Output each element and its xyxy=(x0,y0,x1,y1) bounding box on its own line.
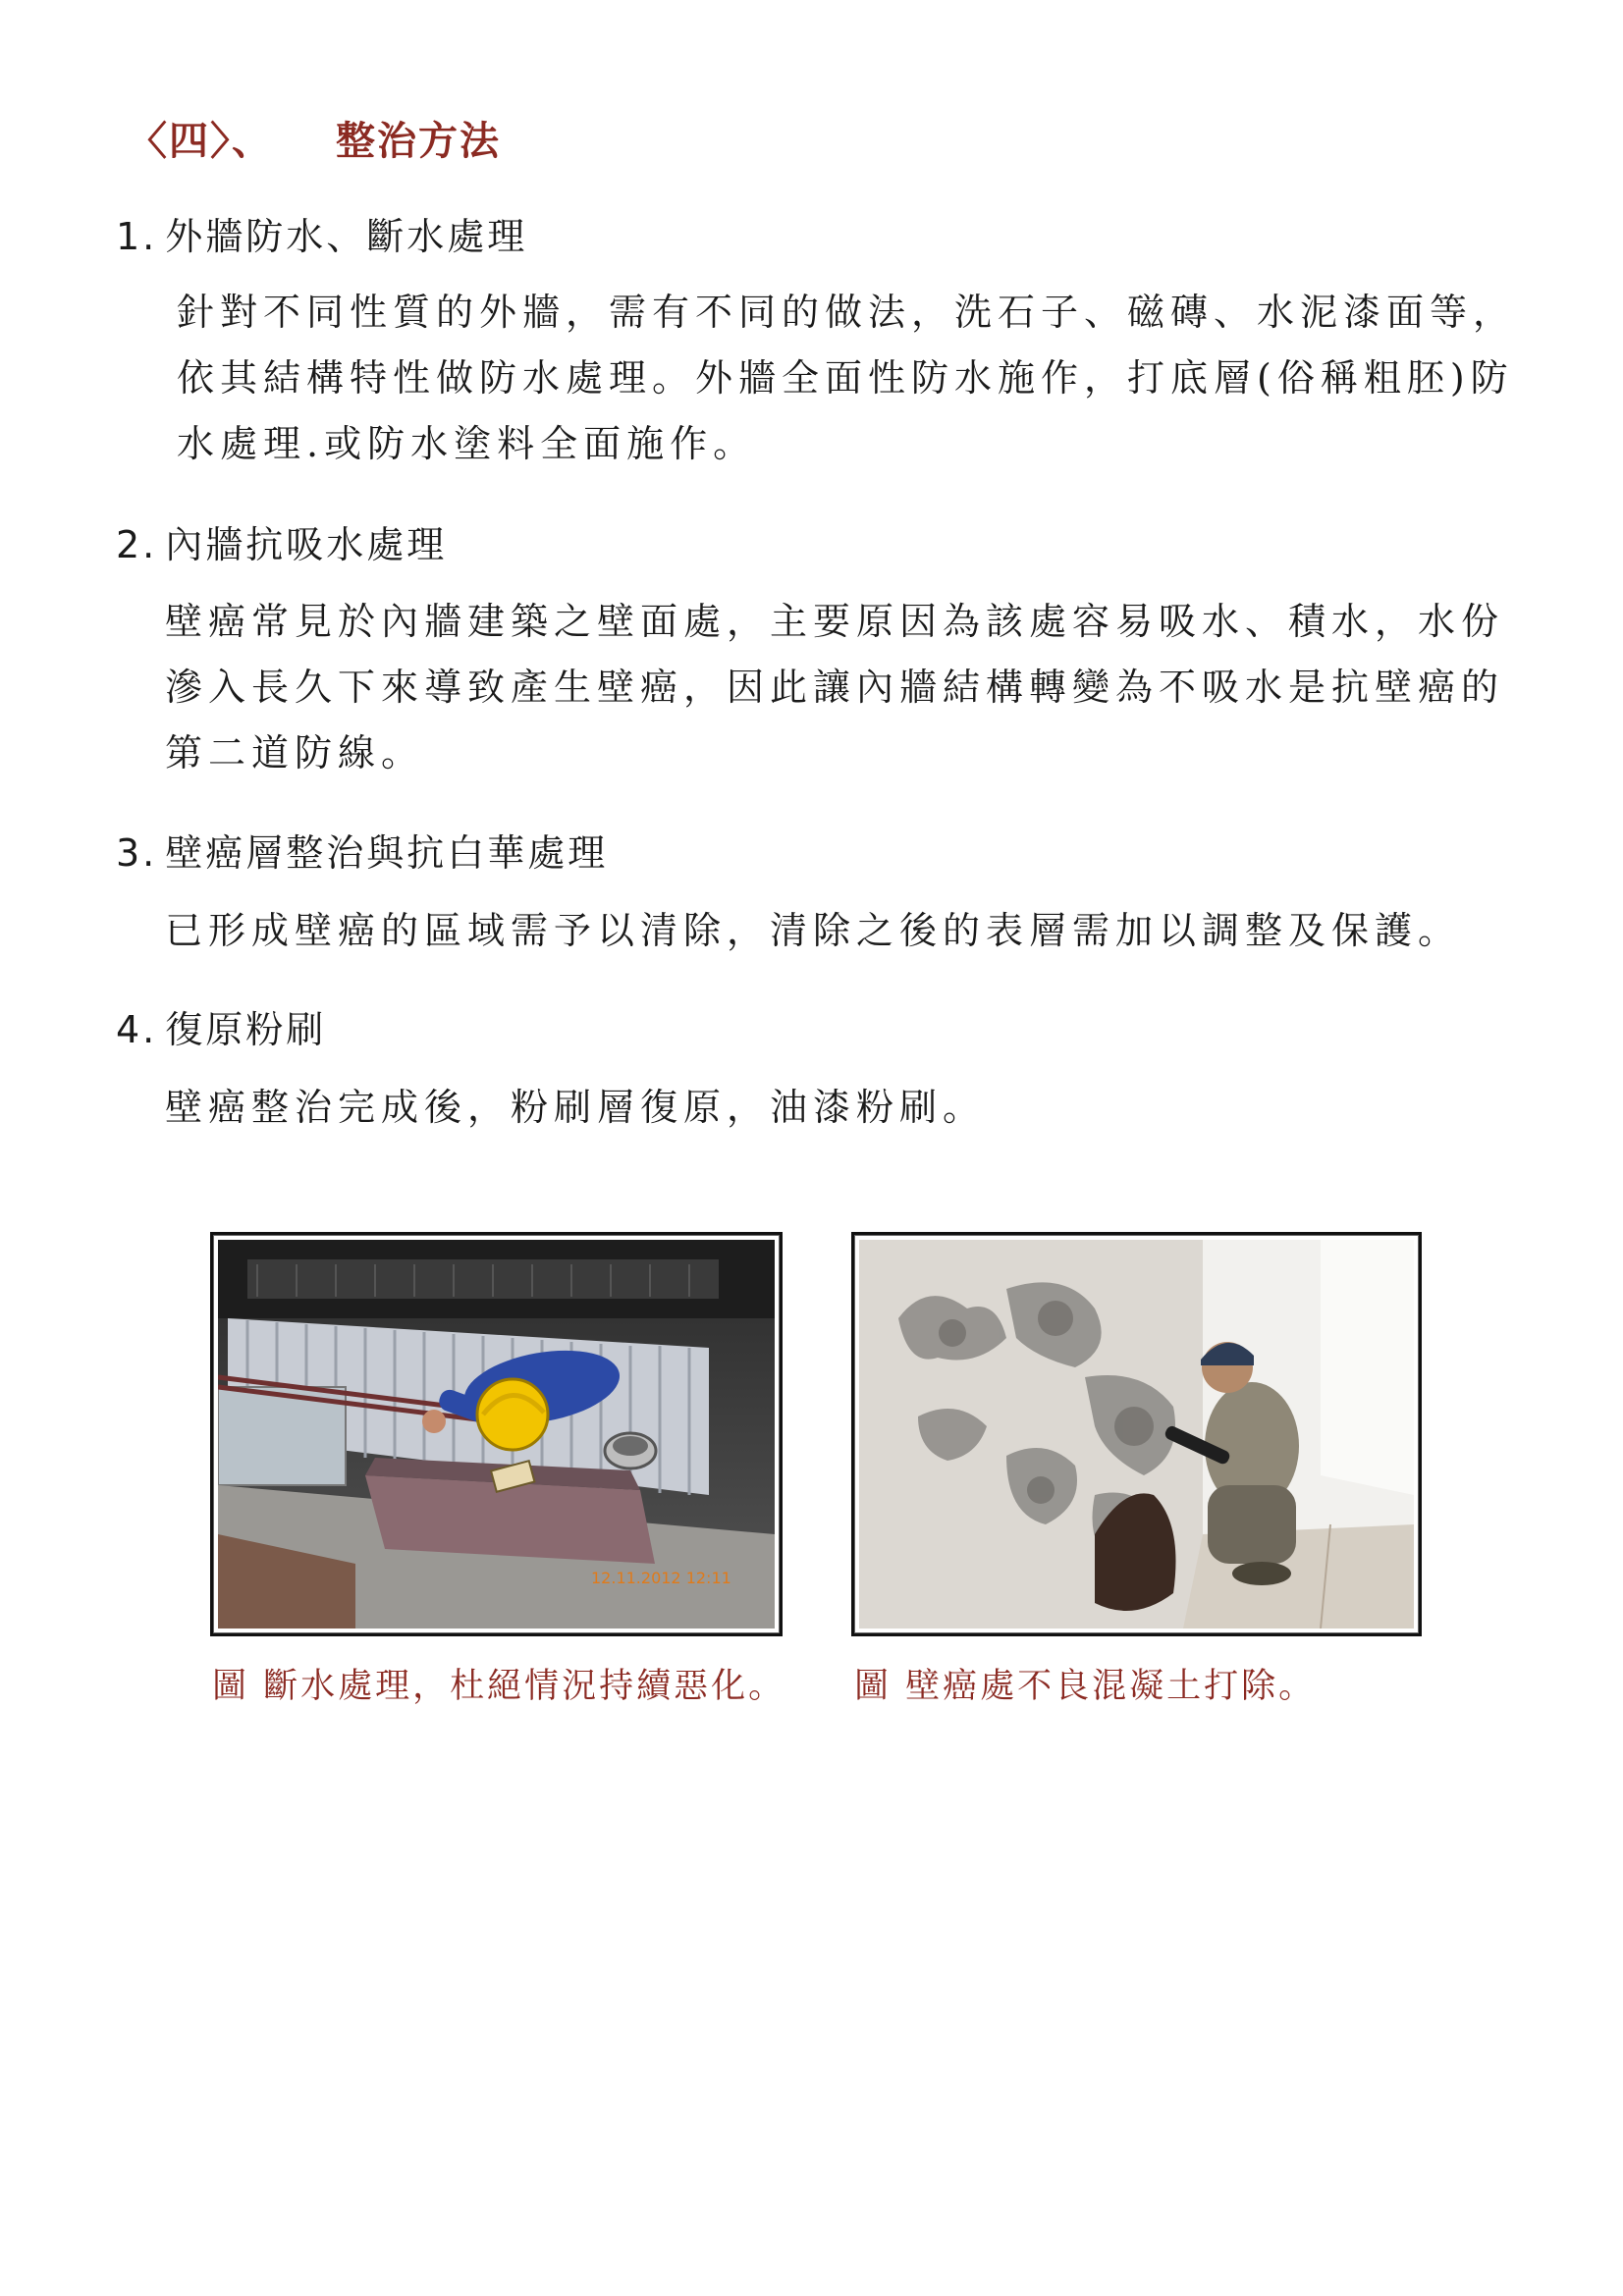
paragraph-line: 第二道防線。 xyxy=(165,731,425,774)
waterproofing-photo xyxy=(218,1240,775,1629)
paragraph-line: 水處理.或防水塗料全面施作。 xyxy=(177,422,757,465)
item-1-paragraph xyxy=(177,280,1516,477)
item-number: 4. xyxy=(116,1008,158,1051)
item-title: 復原粉刷 xyxy=(165,1008,327,1051)
item-2-paragraph xyxy=(165,589,1504,786)
paragraph-line: 壁癌整治完成後，粉刷層復原，油漆粉刷。 xyxy=(165,1086,987,1129)
section-title xyxy=(128,110,501,166)
paragraph-line: 已形成壁癌的區域需予以清除，清除之後的表層需加以調整及保護。 xyxy=(165,909,1462,952)
section-number: 〈四〉、 xyxy=(128,118,273,164)
item-number: 3. xyxy=(116,831,158,875)
item-1-heading xyxy=(116,206,527,260)
item-title: 外牆防水、斷水處理 xyxy=(165,215,528,258)
item-number: 1. xyxy=(116,215,158,258)
item-title: 內牆抗吸水處理 xyxy=(165,523,448,566)
figure-1-caption: 圖 斷水處理，杜絕情況持續惡化。 xyxy=(212,1667,786,1706)
item-number: 2. xyxy=(116,523,158,566)
figure-2-photo xyxy=(851,1232,1422,1636)
paragraph-line: 針對不同性質的外牆，需有不同的做法，洗石子、磁磚、水泥漆面等， xyxy=(177,291,1517,334)
paragraph-line: 壁癌常見於內牆建築之壁面處，主要原因為該處容易吸水、積水，水份 xyxy=(165,600,1505,643)
item-3-paragraph xyxy=(165,898,1461,964)
item-4-heading xyxy=(116,999,326,1053)
photo-timestamp: 12.11.2012 12:11 xyxy=(591,1569,731,1587)
figure-2-caption: 圖 壁癌處不良混凝土打除。 xyxy=(854,1667,1317,1706)
item-2-heading xyxy=(116,514,447,568)
paragraph-line: 滲入長久下來導致產生壁癌，因此讓內牆結構轉變為不吸水是抗壁癌的 xyxy=(165,666,1505,709)
figure-1-photo xyxy=(210,1232,783,1636)
section-heading: 整治方法 xyxy=(336,118,501,164)
item-title: 壁癌層整治與抗白華處理 xyxy=(165,831,609,875)
item-4-paragraph xyxy=(165,1075,986,1141)
item-3-heading xyxy=(116,823,608,877)
concrete-removal-photo xyxy=(859,1240,1414,1629)
paragraph-line: 依其結構特性做防水處理。外牆全面性防水施作，打底層(俗稱粗胚)防 xyxy=(177,356,1514,400)
